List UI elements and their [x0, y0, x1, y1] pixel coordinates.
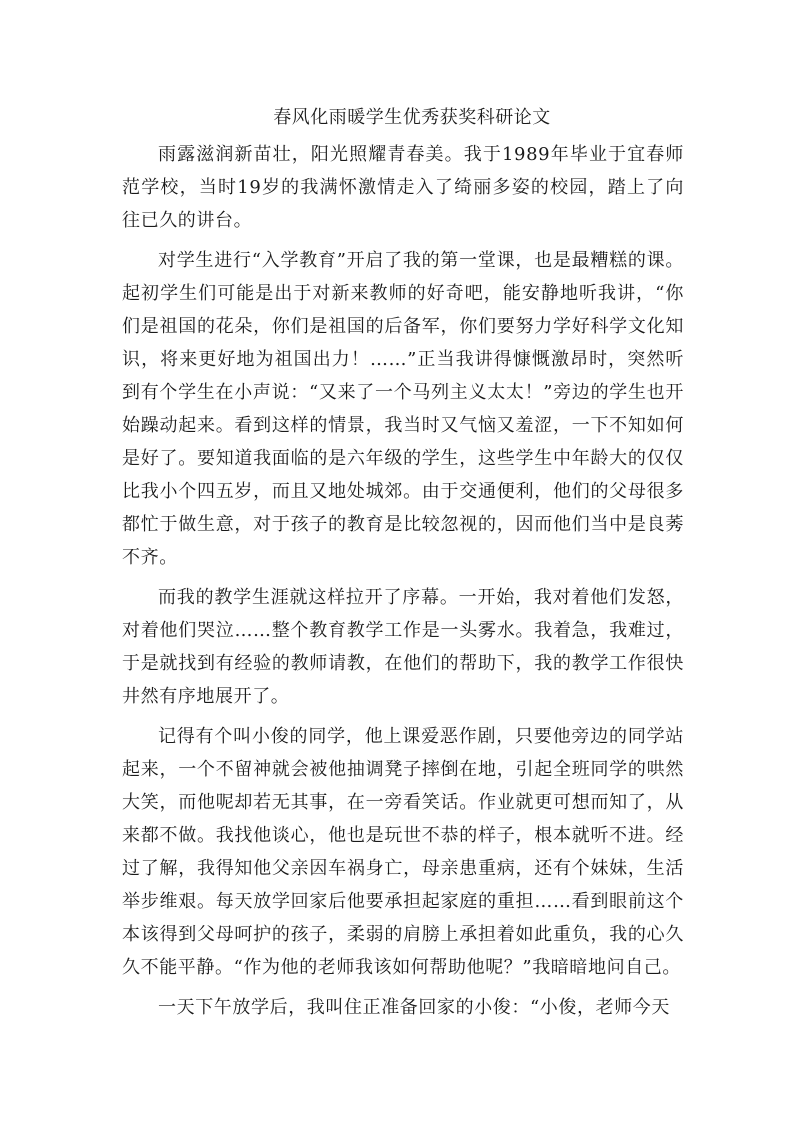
paragraph-3: 而我的教学生涯就这样拉开了序幕。一开始，我对着他们发怒，对着他们哭泣……整个教育教学工作是一头雾水。我着急，我难过，于是就找到有经验的教师请教，在他们的帮助下，我的教学工作很快井然有序地展开了。 — [122, 587, 684, 707]
paragraph-1: 雨露滋润新苗壮，阳光照耀青春美。我于1989年毕业于宜春师范学校，当时19岁的我满怀激情走入了绮丽多姿的校园，踏上了向往已久的讲台。 — [122, 144, 684, 231]
paragraph-2: 对学生进行“入学教育”开启了我的第一堂课，也是最糟糕的课。起初学生们可能是出于对新来教师的好奇吧，能安静地听我讲，“你们是祖国的花朵，你们是祖国的后备军，你们要努力学好科学文化知识，将来更好地为祖国出力！……”正当我讲得慷慨激昂时，突然听到有个学生在小声说：“又来了一个马列主义太太！”旁边的学生也开始躁动起来。看到这样的情景，我当时又气恼又羞涩，一下不知如何是好了。要知道我面临的是六年级的学生，这些学生中年龄大的仅仅比我小个四五岁，而且又地处城郊。由于交通便利，他们的父母很多都忙于做生意，对于孩子的教育是比较忽视的，因而他们当中是良莠不齐。 — [122, 250, 684, 568]
paragraph-5: 一天下午放学后，我叫住正准备回家的小俊：“小俊，老师今天 — [158, 997, 670, 1018]
paragraph-4: 记得有个叫小俊的同学，他上课爱恶作剧，只要他旁边的同学站起来，一个不留神就会被他抽调凳子摔倒在地，引起全班同学的哄然大笑，而他呢却若无其事，在一旁看笑话。作业就更可想而知了，从来都不做。我找他谈心，他也是玩世不恭的样子，根本就听不进。经过了解，我得知他父亲因车祸身亡，母亲患重病，还有个妹妹，生活举步维艰。每天放学回家后他要承担起家庭的重担……看到眼前这个本该得到父母呵护的孩子，柔弱的肩膀上承担着如此重负，我的心久久不能平静。“作为他的老师我该如何帮助他呢？”我暗暗地问自己。 — [122, 726, 684, 978]
document-title: 春风化雨暖学生优秀获奖科研论文 — [273, 107, 551, 128]
document-page — [122, 98, 684, 1031]
